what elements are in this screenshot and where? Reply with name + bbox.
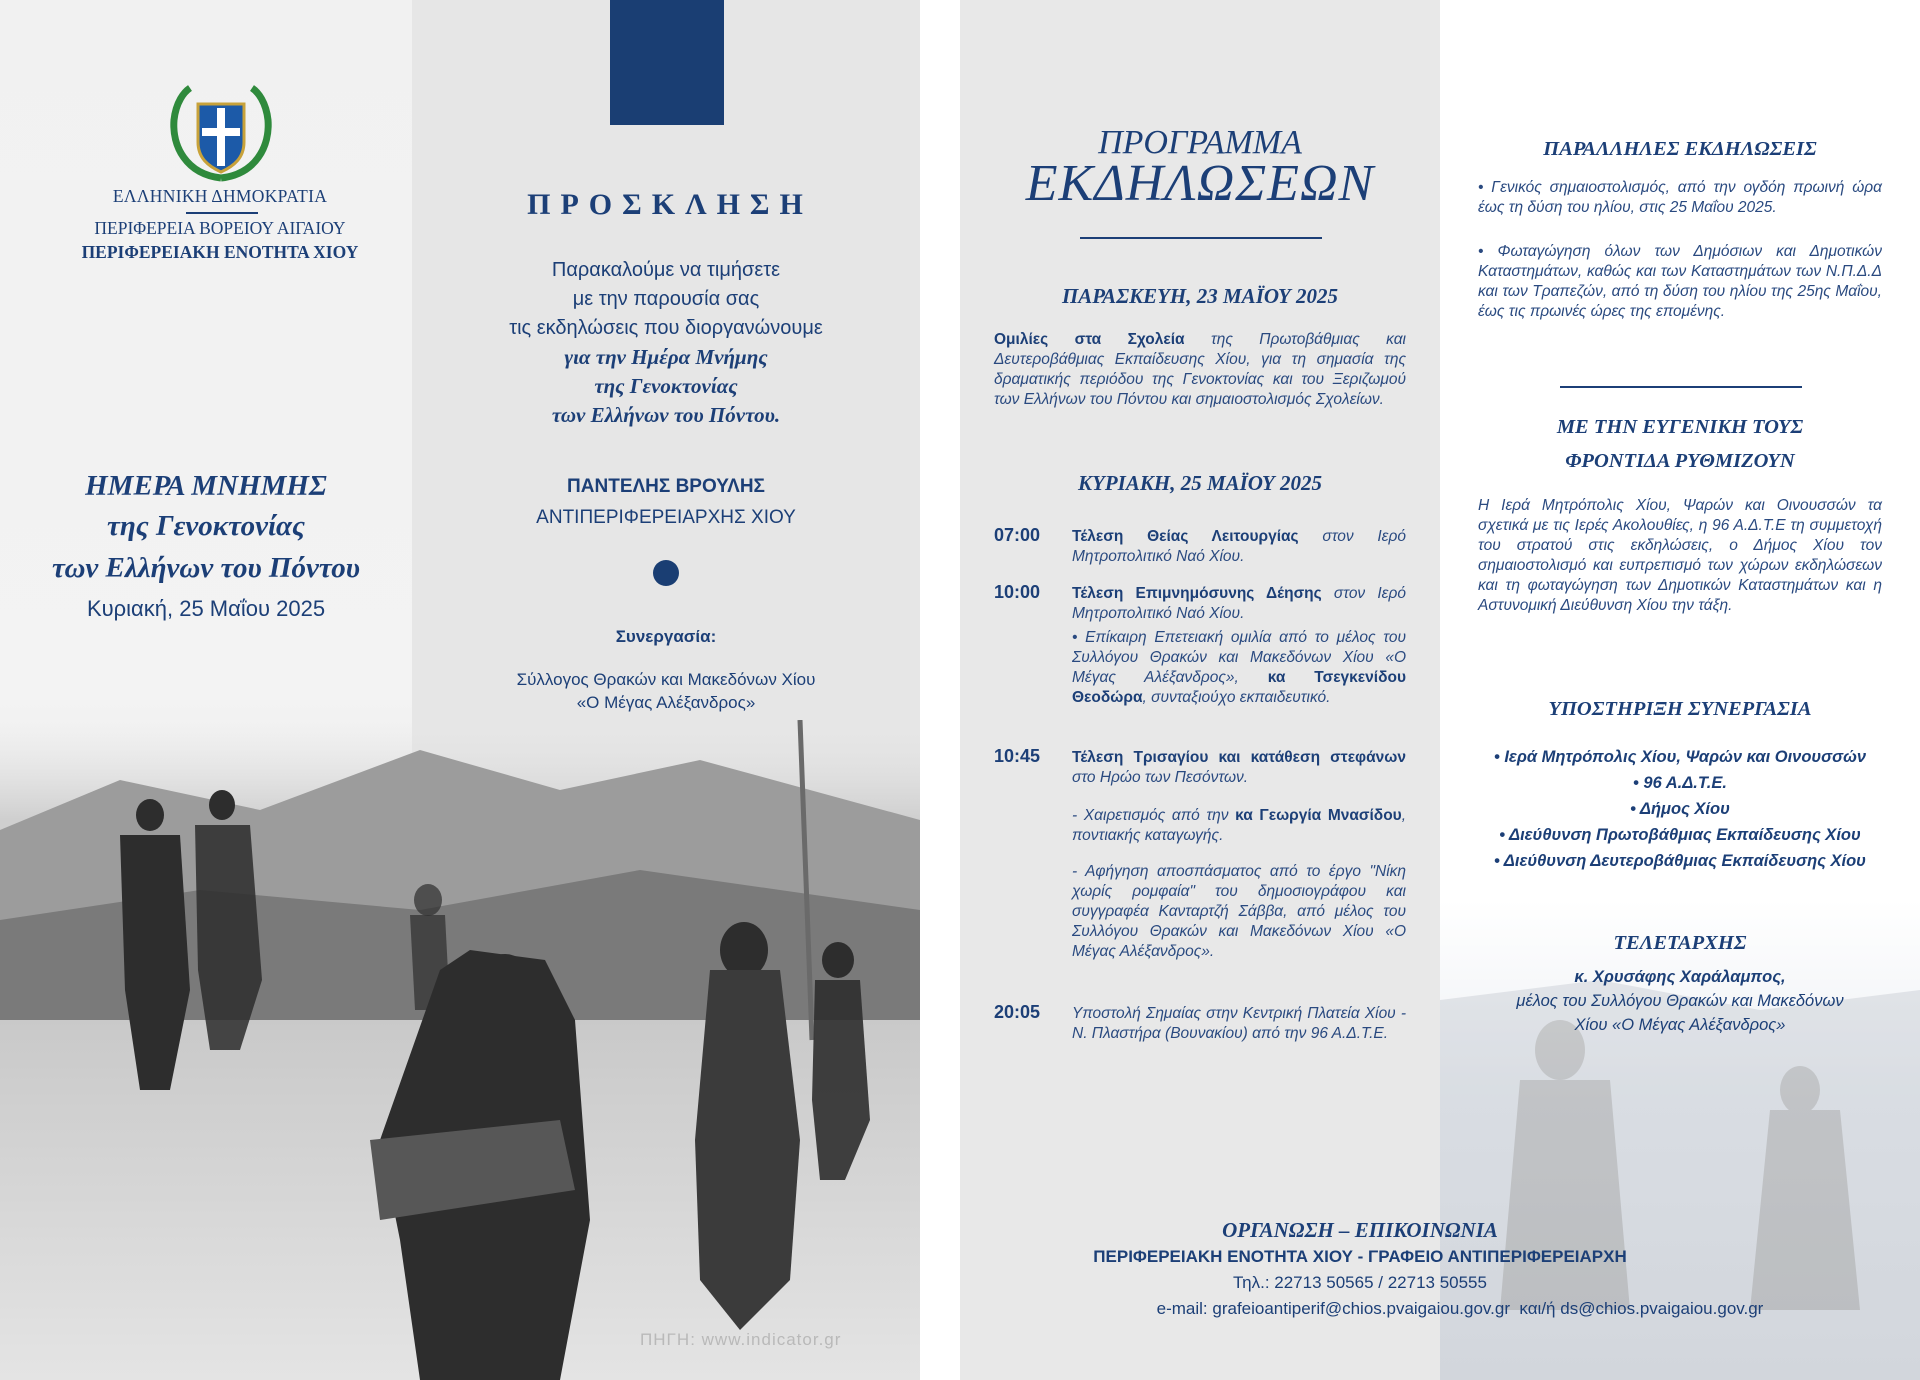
memorial-date: Κυριακή, 25 Μαΐου 2025	[86, 596, 326, 621]
speaker-name: κα Γεωργία Μνασίδου	[1235, 807, 1402, 824]
program-title-1: ΠΡΟΓΡΑΜΜΑ	[1098, 124, 1302, 161]
cooperation-org: Σύλλογος Θρακών και Μακεδόνων Χίου	[516, 670, 816, 689]
event-title: Τέλεση Θείας Λειτουργίας	[1072, 528, 1299, 545]
event-title: Τέλεση Τρισαγίου και κατάθεση στεφάνων	[1072, 749, 1406, 766]
event-time: 07:00	[994, 525, 1041, 545]
contact-phone: Τηλ.: 22713 50565 / 22713 50555	[1233, 1273, 1487, 1292]
event-sub-desc: - Αφήγηση αποσπάσματος από το έργο "Νίκη χωρίς ρομφαία" του δημοσιογράφου και συγγραφέα Κανταρτζή Σάββα, από μέλος του Συλλόγου Θρακών και Μακεδόνων Χίου «Ο Μέγας Αλέξανδρος».	[1072, 863, 1406, 960]
unit-name: ΠΕΡΙΦΕΡΕΙΑΚΗ ΕΝΟΤΗΤΑ ΧΙΟΥ	[81, 242, 359, 262]
parallel-item: • Γενικός σημαιοστολισμός, από την ογδόη πρωινή ώρα έως τη δύση του ηλίου, στις 25 Μαΐου 2025.	[1478, 179, 1882, 216]
refugees-photo	[0, 720, 920, 1380]
memorial-title: ΗΜΕΡΑ ΜΝΗΜΗΣ	[85, 470, 327, 502]
support-item: • Διεύθυνση Πρωτοβάθμιας Εκπαίδευσης Χίου	[1499, 826, 1861, 844]
parallel-divider	[1560, 386, 1802, 388]
event-time: 10:00	[994, 582, 1041, 602]
greek-coat-of-arms	[168, 82, 274, 182]
cooperation-label: Συνεργασία:	[615, 627, 717, 646]
day1-text	[994, 330, 1406, 410]
support-item: • Δήμος Χίου	[1630, 800, 1730, 818]
support-list	[1440, 744, 1920, 874]
day1-bold: Ομιλίες στα Σχολεία	[994, 331, 1185, 348]
support-item: • 96 Α.Δ.Τ.Ε.	[1633, 774, 1727, 792]
event-time: 20:05	[994, 1002, 1041, 1022]
care-heading: ΜΕ ΤΗΝ ΕΥΓΕΝΙΚΗ ΤΟΥΣ	[1556, 416, 1804, 438]
gov-name: ΕΛΛΗΝΙΚΗ ΔΗΜΟΚΡΑΤΙΑ	[112, 186, 328, 206]
mc-text: μέλος του Συλλόγου Θρακών και Μακεδόνων	[1516, 992, 1844, 1010]
region-name: ΠΕΡΙΦΕΡΕΙΑ ΒΟΡΕΙΟΥ ΑΙΓΑΙΟΥ	[94, 218, 346, 238]
event-text	[1072, 1004, 1406, 1044]
invitation-text	[412, 256, 920, 430]
event-title: Τέλεση Επιμνημόσυνης Δέησης	[1072, 585, 1322, 602]
contact-email[interactable]: e-mail: grafeioantiperif@chios.pvaigaiou.gov.gr και/ή ds@chios.pvaigaiou.gov.gr	[1156, 1299, 1764, 1318]
event-text	[1072, 527, 1406, 567]
faded-photo	[1440, 980, 1920, 1380]
invitation-line: Παρακαλούμε να τιμήσετε	[551, 259, 781, 281]
mc-heading: ΤΕΛΕΤΑΡΧΗΣ	[1613, 932, 1747, 954]
parallel-heading: ΠΑΡΑΛΛΗΛΕΣ ΕΚΔΗΛΩΣΕΙΣ	[1543, 138, 1817, 160]
event-sub-desc: - Χαιρετισμός από την	[1072, 807, 1236, 824]
event-sub-desc: , συνταξιούχο εκπαιδευτικό.	[1142, 689, 1331, 706]
decorative-dot	[653, 560, 679, 586]
event-text	[1072, 584, 1406, 624]
speaker-name: κα Τσεγκενίδου Θεοδώρα	[1072, 669, 1406, 706]
parallel-item: • Φωταγώγηση όλων των Δημόσιων και Δημοτικών Καταστημάτων, καθώς και των Καταστημάτων των Ν.Π.Δ.Δ και των Τραπεζών, από τη δύση του ηλίου της 25ης Μαΐου, έως τις πρωινές ώρες της επομένης.	[1478, 243, 1882, 320]
mc-text-2: Χίου «Ο Μέγας Αλέξανδρος»	[1574, 1016, 1786, 1034]
signer-title: ΑΝΤΙΠΕΡΙΦΕΡΕΙΑΡΧΗΣ ΧΙΟΥ	[536, 507, 796, 528]
event-text	[1072, 748, 1406, 788]
mc-name: κ. Χρυσάφης Χαράλαμπος,	[1574, 968, 1786, 986]
decorative-blue-block	[610, 0, 724, 125]
contact-heading: ΟΡΓΑΝΩΣΗ – ΕΠΙΚΟΙΝΩΝΙΑ	[1222, 1218, 1498, 1242]
invitation-line: τις εκδηλώσεις που διοργανώνουμε	[509, 317, 823, 339]
event-place: στον Ιερό Μητροπολιτικό Ναό Χίου.	[1072, 585, 1406, 622]
program-divider	[1080, 237, 1322, 239]
fold-gap	[920, 0, 960, 1380]
event-place: στον Ιερό Μητροπολιτικό Ναό Χίου.	[1072, 528, 1406, 565]
support-heading: ΥΠΟΣΤΗΡΙΞΗ ΣΥΝΕΡΓΑΣΙΑ	[1548, 698, 1812, 720]
invitation-line: των Ελλήνων του Πόντου.	[551, 403, 781, 427]
invitation-line: της Γενοκτονίας	[594, 374, 738, 398]
event-desc: Υποστολή Σημαίας στην Κεντρική Πλατεία Χίου - Ν. Πλαστήρα (Βουνακίου) από την 96 Α.Δ.Τ.Ε.	[1072, 1005, 1406, 1042]
memorial-subtitle-2: των Ελλήνων του Πόντου	[51, 552, 361, 584]
support-item: • Διεύθυνση Δευτεροβάθμιας Εκπαίδευσης Χίου	[1494, 852, 1866, 870]
event-subtext	[1072, 862, 1406, 962]
event-place: στο Ηρώο των Πεσόντων.	[1072, 769, 1249, 786]
event-sub-desc: • Επίκαιρη Επετειακή ομιλία από το μέλος του Συλλόγου Θρακών και Μακεδόνων Χίου «Ο Μέγας Αλέξανδρος»,	[1072, 629, 1406, 686]
contact-office: ΠΕΡΙΦΕΡΕΙΑΚΗ ΕΝΟΤΗΤΑ ΧΙΟΥ - ΓΡΑΦΕΙΟ ΑΝΤΙΠΕΡΙΦΕΡΕΙΑΡΧΗ	[1093, 1247, 1627, 1266]
program-title-2: ΕΚΔΗΛΩΣΕΩΝ	[1025, 155, 1375, 212]
cooperation-org-name: «Ο Μέγας Αλέξανδρος»	[576, 693, 756, 712]
day1-desc: της Πρωτοβάθμιας και Δευτεροβάθμιας Εκπαίδευσης Χίου, για τη σημασία της δραματικής περιόδου της Γενοκτονίας και του Ξεριζωμού των Ελλήνων του Πόντου και σημαιοστολισμός Σχολείων.	[994, 331, 1406, 408]
day1-heading: ΠΑΡΑΣΚΕΥΗ, 23 ΜΑΪΟΥ 2025	[1061, 284, 1339, 308]
event-sub-desc: , ποντιακής καταγωγής.	[1072, 807, 1406, 844]
invitation-heading: ΠΡΟΣΚΛΗΣΗ	[527, 188, 813, 221]
support-item: • Ιερά Μητρόπολις Χίου, Ψαρών και Οινουσσών	[1493, 748, 1867, 766]
invitation-line: με την παρουσία σας	[572, 288, 760, 310]
event-subtext	[1072, 806, 1406, 846]
photo-source: ΠΗΓΗ: www.indicator.gr	[640, 1330, 842, 1349]
memorial-subtitle-1: της Γενοκτονίας	[107, 510, 305, 542]
care-text: Η Ιερά Μητρόπολις Χίου, Ψαρών και Οινουσσών τα σχετικά με τις Ιερές Ακολουθίες, η 96 Α.Δ.Τ.Ε τη συμμετοχή του στρατού στις εκδηλώσεις, ο Δήμος Χίου τον σημαιοστολισμό και ευπρεπισμό των χώρων εκδηλώσεων και τη φωταγώγηση των Δημοτικών Καταστημάτων και η Αστυνομική Διεύθυνση Χίου την τάξη.	[1478, 497, 1882, 614]
care-heading-line-2: ΦΡΟΝΤΙΔΑ ΡΥΘΜΙΖΟΥΝ	[1565, 450, 1795, 472]
divider	[186, 212, 258, 214]
event-time: 10:45	[994, 746, 1041, 766]
day2-heading: ΚΥΡΙΑΚΗ, 25 ΜΑΪΟΥ 2025	[1078, 471, 1322, 495]
event-subtext	[1072, 628, 1406, 708]
signer-name: ΠΑΝΤΕΛΗΣ ΒΡΟΥΛΗΣ	[567, 476, 765, 497]
invitation-line: για την Ημέρα Μνήμης	[564, 345, 768, 369]
